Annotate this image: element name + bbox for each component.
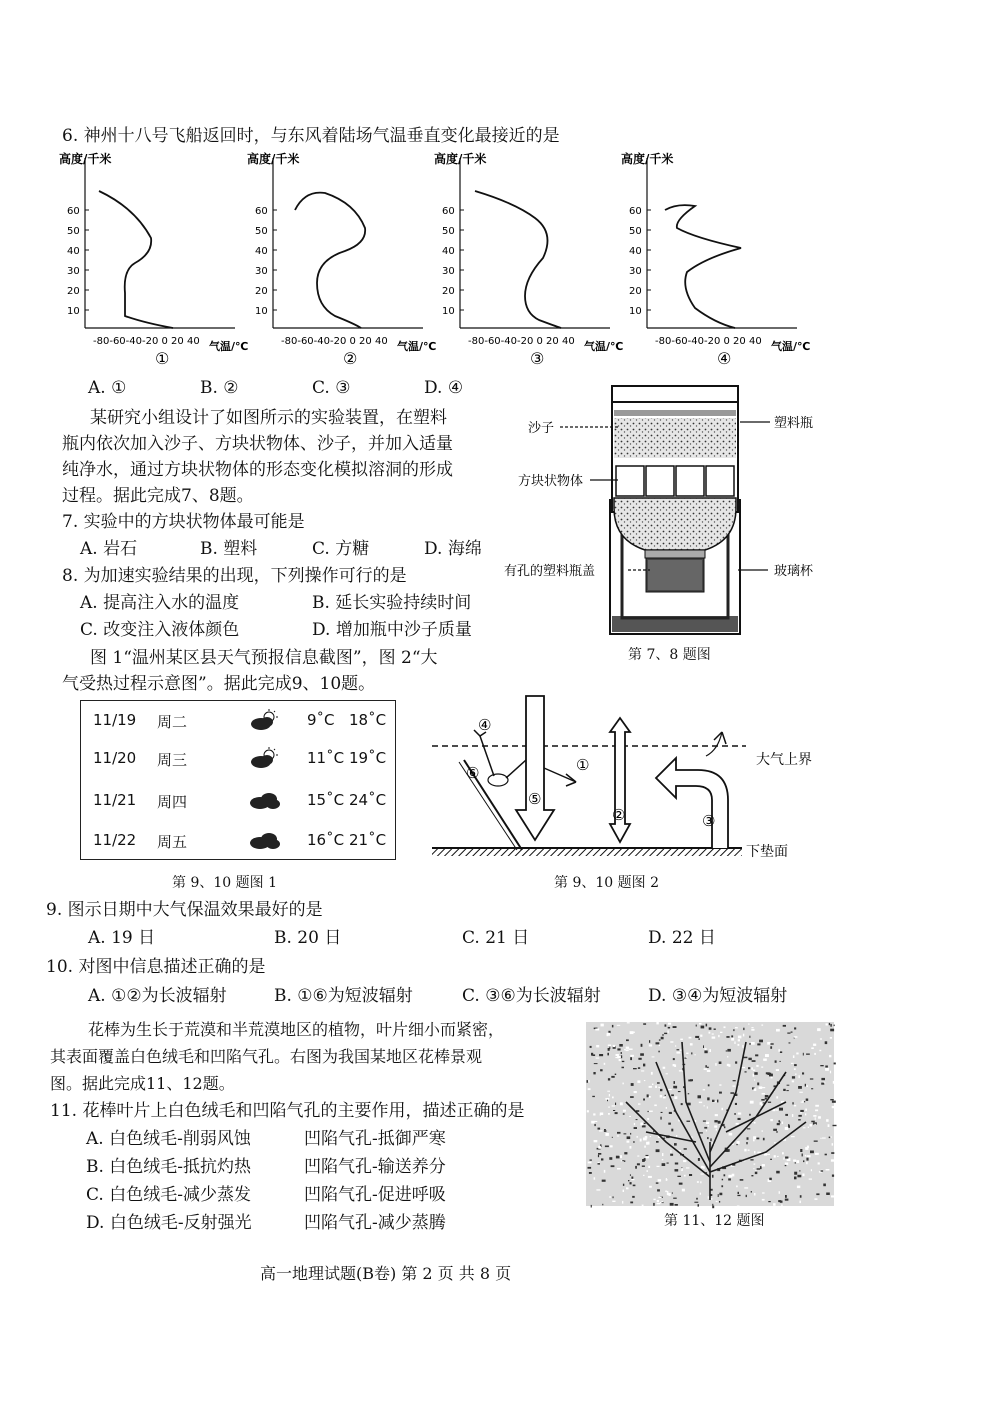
y-tick-label: 20: [255, 286, 268, 297]
y-tick-label: 60: [442, 206, 455, 217]
y-tick-label: 10: [442, 306, 455, 317]
q8-option-c: C. 改变注入液体颜色: [80, 620, 240, 640]
block: [616, 466, 644, 496]
q6-charts-svg: [55, 148, 835, 373]
y-tick-label: 60: [67, 206, 80, 217]
page-footer: 高一地理试题(B卷) 第 2 页 共 8 页: [260, 1264, 512, 1283]
block: [646, 466, 674, 496]
y-tick-label: 40: [255, 246, 268, 257]
label-num-2: ②: [612, 806, 626, 824]
label-cap: 有孔的塑料瓶盖: [504, 564, 596, 579]
block: [706, 466, 734, 496]
q7-stem: 7. 实验中的方块状物体最可能是: [62, 512, 305, 532]
y-tick-label: 10: [629, 306, 642, 317]
y-tick-label: 50: [629, 226, 642, 237]
label-bottle: 塑料瓶: [774, 416, 814, 431]
q11-option-a-part1: A. 白色绒毛-削弱风蚀: [86, 1129, 251, 1149]
atmosphere-heating-diagram: [426, 690, 812, 870]
x-tick-labels: -80-60-40-20 0 20 40: [281, 336, 388, 347]
cloudy-icon: [249, 789, 281, 815]
experiment-svg: [500, 380, 840, 650]
curved-arrow-3: [656, 758, 728, 848]
y-tick-label: 50: [255, 226, 268, 237]
label-block: 方块状物体: [518, 474, 584, 489]
y-tick-label: 20: [67, 286, 80, 297]
block: [676, 466, 704, 496]
label-sand: 沙子: [528, 421, 555, 436]
y-tick-label: 50: [67, 226, 80, 237]
weather-row: 11/21 周四 15˚C 24˚C: [81, 781, 395, 821]
q8-option-a: A. 提高注入水的温度: [80, 593, 240, 613]
y-tick-label: 40: [629, 246, 642, 257]
x-axis-label: 气温/℃: [584, 340, 624, 353]
q6-charts: [55, 148, 835, 373]
label-num-5: ⑤: [528, 790, 542, 808]
cloudy-icon: [249, 829, 281, 855]
q8-stem: 8. 为加速实验结果的出现，下列操作可行的是: [62, 566, 407, 586]
q6-option-d: D. ④: [424, 378, 464, 398]
q7-option-c: C. 方糖: [312, 539, 370, 559]
solar-arrow-5: [516, 696, 554, 840]
huabang-photo: [586, 1022, 834, 1206]
y-tick-label: 30: [255, 266, 268, 277]
y-tick-label: 10: [255, 306, 268, 317]
temperature-curve: [99, 191, 173, 328]
q1112-intro-line3: 图。据此完成11、12题。: [50, 1074, 235, 1093]
ground-surface: [432, 848, 742, 856]
q8-option-b: B. 延长实验持续时间: [312, 593, 472, 613]
label-num-3: ③: [702, 812, 716, 830]
y-tick-label: 10: [67, 306, 80, 317]
q8-option-d: D. 增加瓶中沙子质量: [312, 620, 472, 640]
q1112-intro-line2: 其表面覆盖白色绒毛和凹陷气孔。右图为我国某地区花棒景观: [50, 1047, 483, 1066]
q11-option-b-part2: 凹陷气孔-输送养分: [304, 1157, 446, 1177]
chart-number: ①: [155, 349, 170, 368]
chart-number: ②: [343, 349, 358, 368]
q6-option-a: A. ①: [88, 378, 127, 398]
huabang-photo-svg: [586, 1022, 834, 1206]
atmosphere-top-label: 大气上界: [756, 752, 812, 768]
experiment-figure: [500, 380, 840, 650]
x-tick-labels: -80-60-40-20 0 20 40: [468, 336, 575, 347]
x-axis-label: 气温/℃: [209, 340, 249, 353]
x-axis-label: 气温/℃: [397, 340, 437, 353]
label-num-4: ④: [478, 716, 492, 734]
weather-row: 11/20 周三 11˚C 19˚C: [81, 739, 395, 779]
q78-intro-line3: 纯净水，通过方块状物体的形态变化模拟溶洞的形成: [62, 460, 453, 480]
y-tick-label: 40: [442, 246, 455, 257]
q11-option-d-part1: D. 白色绒毛-反射强光: [86, 1213, 252, 1233]
weather-forecast-table: [80, 700, 396, 860]
q11-option-d-part2: 凹陷气孔-减少蒸腾: [304, 1213, 446, 1233]
q11-option-c-part2: 凹陷气孔-促进呼吸: [304, 1185, 446, 1205]
fig910-1-caption: 第 9、10 题图 1: [172, 875, 277, 891]
q9-stem: 9. 图示日期中大气保温效果最好的是: [46, 900, 323, 920]
temperature-curve: [665, 205, 741, 328]
chart-number: ④: [717, 349, 732, 368]
fig910-2-caption: 第 9、10 题图 2: [554, 875, 659, 891]
chart-number: ③: [530, 349, 545, 368]
q11-option-a-part2: 凹陷气孔-抵御严寒: [304, 1129, 446, 1149]
q6-profile-chart: [434, 151, 623, 368]
y-axis-label: 高度/千米: [247, 152, 300, 166]
bottle-top: [612, 386, 738, 402]
y-tick-label: 40: [67, 246, 80, 257]
y-tick-label: 60: [255, 206, 268, 217]
partly-cloudy-icon: [249, 747, 281, 773]
q6-option-b: B. ②: [200, 378, 239, 398]
label-num-1: ①: [576, 756, 590, 774]
q78-intro-line4: 过程。据此完成7、8题。: [62, 486, 254, 506]
weather-row: 11/22 周五 16˚C 21˚C: [81, 821, 395, 861]
x-tick-labels: -80-60-40-20 0 20 40: [93, 336, 200, 347]
q11-stem: 11. 花棒叶片上白色绒毛和凹陷气孔的主要作用，描述正确的是: [50, 1101, 525, 1121]
q6-stem: 6. 神州十八号飞船返回时，与东风着陆场气温垂直变化最接近的是: [62, 126, 560, 146]
q6-option-c: C. ③: [312, 378, 351, 398]
x-tick-labels: -80-60-40-20 0 20 40: [655, 336, 762, 347]
heating-svg: [426, 690, 812, 870]
y-tick-label: 30: [629, 266, 642, 277]
ground-label: 下垫面: [746, 844, 788, 860]
q6-profile-chart: [59, 151, 248, 368]
y-tick-label: 30: [442, 266, 455, 277]
weather-row: 11/19 周二 9˚C 18˚C: [81, 701, 395, 741]
q10-option-d: D. ③④为短波辐射: [648, 986, 788, 1006]
q7-option-a: A. 岩石: [80, 539, 138, 559]
y-axis-label: 高度/千米: [59, 152, 112, 166]
y-tick-label: 60: [629, 206, 642, 217]
q78-intro-line2: 瓶内依次加入沙子、方块状物体、沙子，并加入适量: [62, 434, 453, 454]
temperature-curve: [295, 193, 365, 328]
y-tick-label: 50: [442, 226, 455, 237]
y-axis-label: 高度/千米: [621, 152, 674, 166]
q11-option-c-part1: C. 白色绒毛-减少蒸发: [86, 1185, 251, 1205]
y-tick-label: 20: [629, 286, 642, 297]
y-tick-label: 20: [442, 286, 455, 297]
q910-intro-line1: 图 1“温州某区县天气预报信息截图”，图 2“大: [90, 648, 438, 668]
partly-cloudy-icon: [249, 709, 281, 735]
q9-option-a: A. 19 日: [88, 928, 156, 948]
y-axis-label: 高度/千米: [434, 152, 487, 166]
y-tick-label: 30: [67, 266, 80, 277]
q10-option-b: B. ①⑥为短波辐射: [274, 986, 413, 1006]
q10-option-a: A. ①②为长波辐射: [88, 986, 227, 1006]
q9-option-d: D. 22 日: [648, 928, 716, 948]
temperature-curve: [475, 191, 561, 328]
sand-layer-top: [614, 418, 736, 458]
q6-profile-chart: [621, 151, 810, 368]
q7-option-b: B. 塑料: [200, 539, 258, 559]
label-num-6: ⑥: [466, 764, 480, 782]
label-cup: 玻璃杯: [774, 564, 814, 579]
sand-layer-bottom: [614, 498, 736, 550]
q7-option-d: D. 海绵: [424, 539, 482, 559]
q10-option-c: C. ③⑥为长波辐射: [462, 986, 601, 1006]
q1112-intro-line1: 花棒为生长于荒漠和半荒漠地区的植物，叶片细小而紧密，: [88, 1020, 505, 1039]
fig1112-caption: 第 11、12 题图: [664, 1213, 765, 1229]
q910-intro-line2: 气受热过程示意图”。据此完成9、10题。: [62, 674, 376, 694]
q9-option-b: B. 20 日: [274, 928, 342, 948]
q10-stem: 10. 对图中信息描述正确的是: [46, 957, 266, 977]
q11-option-b-part1: B. 白色绒毛-抵抗灼热: [86, 1157, 252, 1177]
q6-profile-chart: [247, 151, 436, 368]
x-axis-label: 气温/℃: [771, 340, 811, 353]
q9-option-c: C. 21 日: [462, 928, 530, 948]
q78-intro-line1: 某研究小组设计了如图所示的实验装置，在塑料: [90, 408, 447, 428]
fig78-caption: 第 7、8 题图: [628, 647, 711, 663]
